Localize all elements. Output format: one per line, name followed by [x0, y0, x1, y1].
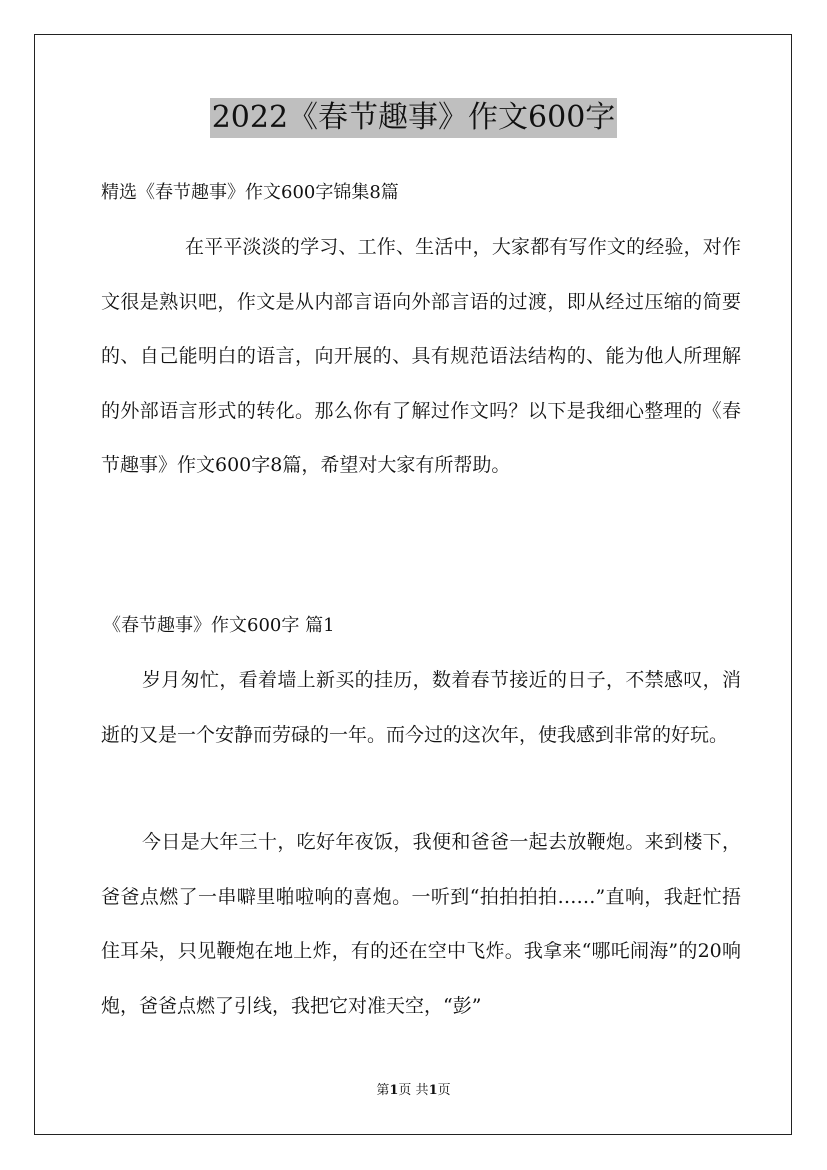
body-paragraph-2: 今日是大年三十，吃好年夜饭，我便和爸爸一起去放鞭炮。来到楼下，爸爸点燃了一串噼里啪啦响的喜炮。一听到“拍拍拍拍……”直响，我赶忙捂住耳朵，只见鞭炮在地上炸，有的还在空中飞炸。我拿来“哪吒闹海”的20响炮，爸爸点燃了引线，我把它对准天空，“彭” — [101, 831, 741, 1017]
title-container — [0, 98, 827, 138]
page-footer — [0, 1082, 827, 1100]
document-title: 2022《春节趣事》作文600字 — [210, 98, 618, 138]
section-heading: 《春节趣事》作文600字 篇1 — [103, 615, 335, 636]
footer-page-mid: 页 共 — [398, 1083, 429, 1098]
footer-page-number: 1 — [389, 1083, 399, 1098]
footer-page-suffix: 页 — [437, 1083, 451, 1098]
document-subtitle: 精选《春节趣事》作文600字锦集8篇 — [101, 182, 399, 203]
intro-paragraph: 在平平淡淡的学习、工作、生活中，大家都有写作文的经验，对作文很是熟识吧，作文是从内部言语向外部言语的过渡，即从经过压缩的简要的、自己能明白的语言，向开展的、具有规范语法结构的、能为他人所理解的外部语言形式的转化。那么你有了解过作文吗？以下是我细心整理的《春节趣事》作文600字8篇，希望对大家有所帮助。 — [101, 236, 741, 476]
footer-page-total: 1 — [428, 1083, 438, 1098]
footer-page-prefix: 第 — [376, 1083, 390, 1098]
body-paragraph-1: 岁月匆忙，看着墙上新买的挂历，数着春节接近的日子，不禁感叹，消逝的又是一个安静而劳碌的一年。而今过的这次年，使我感到非常的好玩。 — [101, 669, 741, 746]
